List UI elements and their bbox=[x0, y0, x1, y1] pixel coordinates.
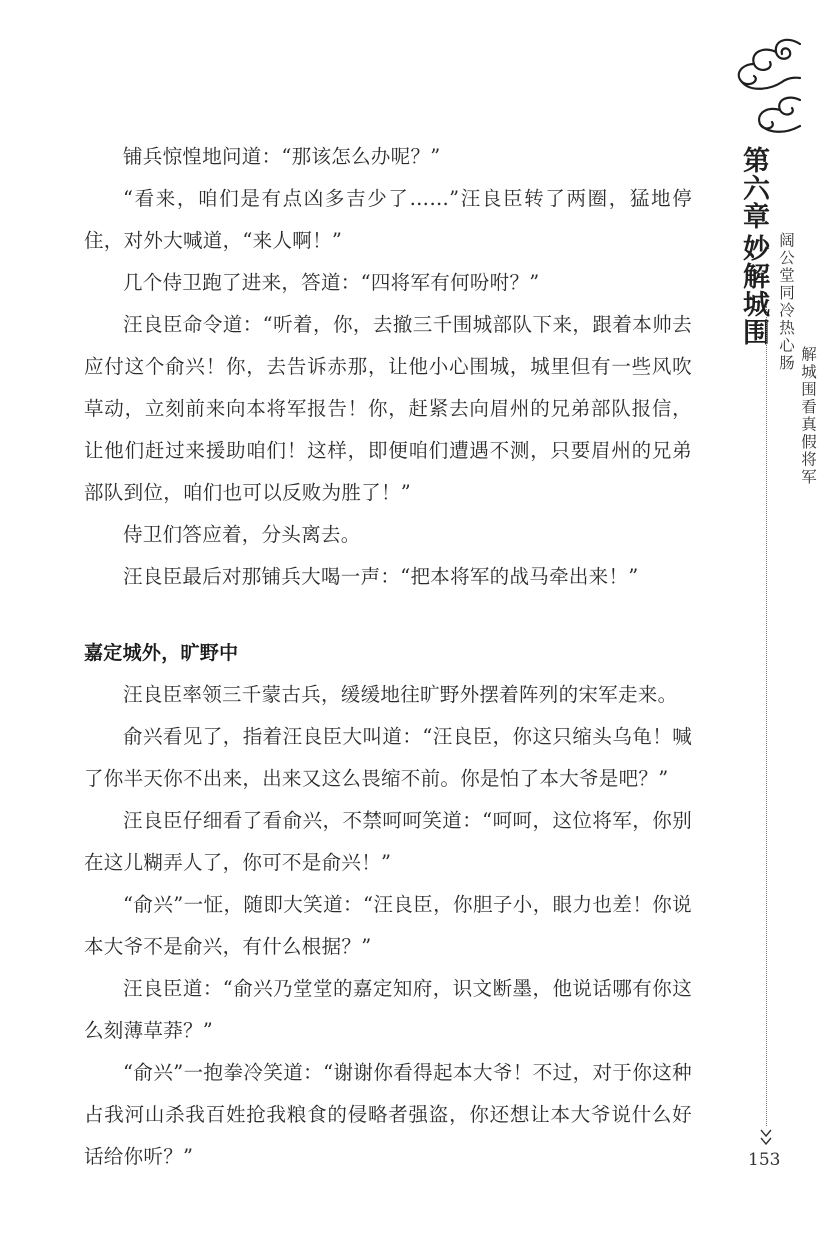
chapter-sidebar bbox=[730, 0, 817, 1249]
chapter-subtitle-part2: 解城围看真假将军 bbox=[799, 346, 817, 486]
section-heading: 嘉定城外，旷野中 bbox=[84, 642, 239, 664]
paragraph: 汪良臣率领三千蒙古兵，缓缓地往旷野外摆着阵列的宋军走来。 bbox=[123, 683, 678, 706]
dotted-rule bbox=[766, 306, 767, 1126]
paragraph: 汪良臣仔细看了看俞兴，不禁呵呵笑道：“呵呵，这位将军，你别在这儿糊弄人了，你可不是俞兴！” bbox=[84, 809, 692, 874]
paragraph: 铺兵惊惶地问道：“那该怎么办呢？” bbox=[123, 145, 441, 168]
chapter-title: 妙解城围 bbox=[738, 234, 769, 346]
paragraph: “俞兴”一怔，随即大笑道：“汪良臣，你胆子小，眼力也差！你说本大爷不是俞兴，有什么根据？” bbox=[84, 893, 692, 958]
double-chevron-down-icon bbox=[758, 1128, 774, 1148]
paragraph: 俞兴看见了，指着汪良臣大叫道：“汪良臣，你这只缩头乌龟！喊了你半天你不出来，出来又这么畏缩不前。你是怕了本大爷是吧？” bbox=[84, 725, 692, 790]
page-number: 153 bbox=[748, 1150, 781, 1170]
paragraph: 侍卫们答应着，分头离去。 bbox=[123, 523, 361, 546]
paragraph: 几个侍卫跑了进来，答道：“四将军有何吩咐？” bbox=[123, 271, 540, 294]
paragraph: 汪良臣命令道：“听着，你，去撤三千围城部队下来，跟着本帅去应付这个俞兴！你，去告诉赤那，让他小心围城，城里但有一些风吹草动，立刻前来向本将军报告！你，赶紧去向眉州的兄弟部队报信，让他们赶过来援助咱们！这样，即便咱们遭遇不测，只要眉州的兄弟部队到位，咱们也可以反败为胜了！” bbox=[84, 313, 692, 504]
paragraph: “看来，咱们是有点凶多吉少了……”汪良臣转了两圈，猛地停住，对外大喊道，“来人啊！” bbox=[84, 187, 692, 252]
section-gap bbox=[84, 598, 692, 632]
paragraph: 汪良臣最后对那铺兵大喝一声：“把本将军的战马牵出来！” bbox=[123, 565, 639, 588]
paragraph: “俞兴”一抱拳冷笑道：“谢谢你看得起本大爷！不过，对于你这种占我河山杀我百姓抢我粮食的侵略者强盗，你还想让本大爷说什么好话给你听？” bbox=[84, 1061, 692, 1168]
main-text bbox=[84, 136, 692, 1178]
chapter-number: 第六章 bbox=[738, 146, 769, 230]
chapter-subtitle-part1: 阔公堂同冷热心肠 bbox=[777, 232, 795, 372]
cloud-ornament-icon bbox=[730, 30, 800, 140]
paragraph: 汪良臣道：“俞兴乃堂堂的嘉定知府，识文断墨，他说话哪有你这么刻薄草莽？” bbox=[84, 977, 692, 1042]
